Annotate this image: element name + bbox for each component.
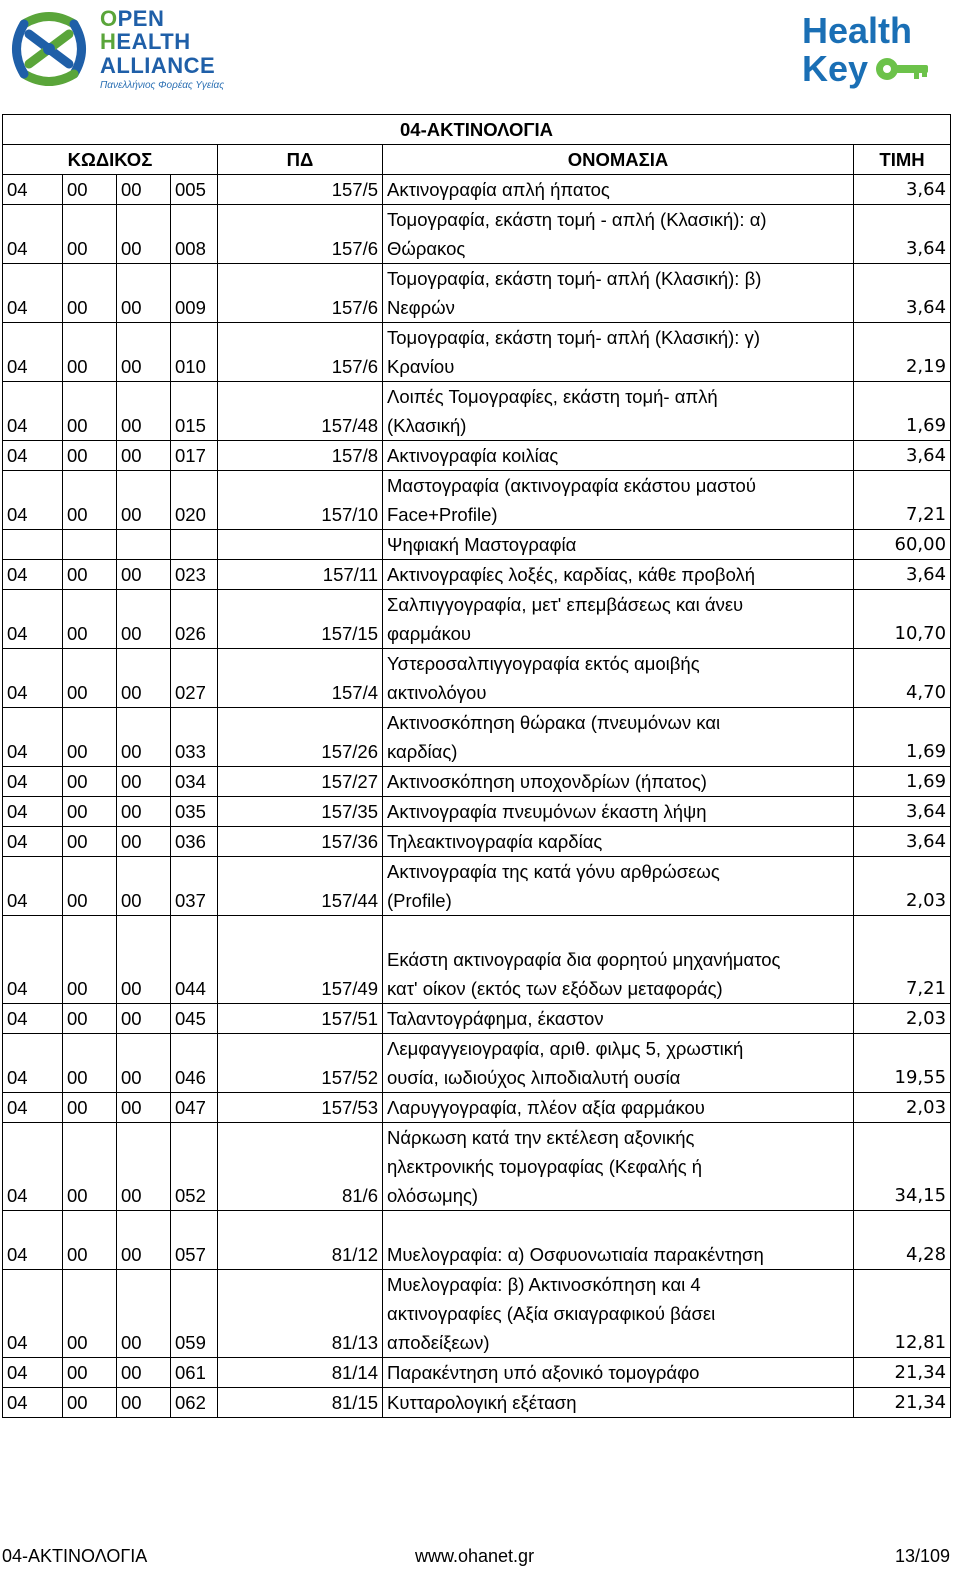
price-cell: 7,21 <box>854 471 951 530</box>
pd-cell: 157/6 <box>218 205 383 264</box>
price-cell: 2,03 <box>854 1093 951 1123</box>
code-part3: 00 <box>117 175 171 205</box>
oha-h: H <box>100 29 117 54</box>
code-part4: 057 <box>171 1211 218 1270</box>
price-cell: 1,69 <box>854 767 951 797</box>
code-part3: 00 <box>117 1004 171 1034</box>
code-part2: 00 <box>63 1388 117 1418</box>
code-part2: 00 <box>63 382 117 441</box>
code-part1: 04 <box>3 916 63 1004</box>
code-part4: 023 <box>171 560 218 590</box>
code-part4: 061 <box>171 1358 218 1388</box>
code-part4: 008 <box>171 205 218 264</box>
health-key-logo <box>802 12 952 102</box>
name-cell: Τομογραφία, εκάστη τομή - απλή (Κλασική): α) Θώρακος <box>383 205 854 264</box>
pd-cell: 157/10 <box>218 471 383 530</box>
code-part2: 00 <box>63 708 117 767</box>
table-title: 04-ΑΚΤΙΝΟΛΟΓΙΑ <box>3 115 951 145</box>
name-cell: Σαλπιγγογραφία, μετ' επεμβάσεως και άνευ φαρμάκου <box>383 590 854 649</box>
pd-cell: 157/11 <box>218 560 383 590</box>
price-cell: 3,64 <box>854 827 951 857</box>
code-part4: 009 <box>171 264 218 323</box>
table-row <box>3 323 951 382</box>
name-cell: Παρακέντηση υπό αξονικό τομογράφο <box>383 1358 854 1388</box>
code-part4: 036 <box>171 827 218 857</box>
pd-cell: 157/52 <box>218 1034 383 1093</box>
name-cell: Εκάστη ακτινογραφία δια φορητού μηχανήματος κατ' οίκον (εκτός των εξόδων μεταφοράς) <box>383 916 854 1004</box>
oha-subtitle: Πανελλήνιος Φορέας Υγείας <box>100 80 225 91</box>
name-cell: Λοιπές Τομογραφίες, εκάστη τομή- απλή (Κλασική) <box>383 382 854 441</box>
code-part1: 04 <box>3 708 63 767</box>
oha-alliance: ALLIANCE <box>100 53 216 78</box>
table-row <box>3 649 951 708</box>
code-part4: 015 <box>171 382 218 441</box>
table-row <box>3 708 951 767</box>
code-part3: 00 <box>117 1123 171 1211</box>
pd-cell: 157/51 <box>218 1004 383 1034</box>
code-part2: 00 <box>63 857 117 916</box>
pd-cell: 157/6 <box>218 323 383 382</box>
name-cell: Ψηφιακή Μαστογραφία <box>383 530 854 560</box>
price-cell: 2,03 <box>854 857 951 916</box>
code-part3 <box>117 530 171 560</box>
table-row <box>3 471 951 530</box>
code-part3: 00 <box>117 382 171 441</box>
code-part3: 00 <box>117 827 171 857</box>
name-cell: Ακτινοσκόπηση υποχονδρίων (ήπατος) <box>383 767 854 797</box>
name-cell: Μυελογραφία: α) Οσφυονωτιαία παρακέντηση <box>383 1211 854 1270</box>
code-part4: 005 <box>171 175 218 205</box>
name-cell: Λεμφαγγειογραφία, αριθ. φιλμς 5, χρωστική ουσία, ιωδιούχος λιποδιαλυτή ουσία <box>383 1034 854 1093</box>
code-part2: 00 <box>63 1093 117 1123</box>
price-cell: 10,70 <box>854 590 951 649</box>
code-part4: 026 <box>171 590 218 649</box>
column-header-pd: ΠΔ <box>218 145 383 175</box>
pd-cell: 157/6 <box>218 264 383 323</box>
pd-cell: 157/53 <box>218 1093 383 1123</box>
code-part1: 04 <box>3 1388 63 1418</box>
code-part3: 00 <box>117 1093 171 1123</box>
name-cell: Ακτινογραφία της κατά γόνυ αρθρώσεως (Profile) <box>383 857 854 916</box>
code-part2: 00 <box>63 175 117 205</box>
table-row <box>3 827 951 857</box>
code-part2: 00 <box>63 560 117 590</box>
code-part3: 00 <box>117 590 171 649</box>
code-part1: 04 <box>3 382 63 441</box>
code-part4: 033 <box>171 708 218 767</box>
pd-cell: 157/27 <box>218 767 383 797</box>
code-part1: 04 <box>3 590 63 649</box>
code-part3: 00 <box>117 1358 171 1388</box>
table-row <box>3 530 951 560</box>
price-cell: 7,21 <box>854 916 951 1004</box>
table-row <box>3 264 951 323</box>
code-part3: 00 <box>117 205 171 264</box>
code-part4: 052 <box>171 1123 218 1211</box>
table-row <box>3 441 951 471</box>
name-cell: Ακτινογραφία κοιλίας <box>383 441 854 471</box>
oha-ealth: EALTH <box>116 29 191 54</box>
code-part2: 00 <box>63 827 117 857</box>
footer-page-number: 13/109 <box>894 1546 950 1566</box>
code-part4: 062 <box>171 1388 218 1418</box>
code-part1: 04 <box>3 649 63 708</box>
code-part2: 00 <box>63 590 117 649</box>
code-part2: 00 <box>63 1034 117 1093</box>
code-part1: 04 <box>3 827 63 857</box>
name-cell: Μυελογραφία: β) Ακτινοσκόπηση και 4 ακτινογραφίες (Αξία σκιαγραφικού βάσει αποδείξεων) <box>383 1270 854 1358</box>
name-cell: Λαρυγγογραφία, πλέον αξία φαρμάκου <box>383 1093 854 1123</box>
code-part3: 00 <box>117 323 171 382</box>
name-cell: Τομογραφία, εκάστη τομή- απλή (Κλασική): β) Νεφρών <box>383 264 854 323</box>
pd-cell: 81/12 <box>218 1211 383 1270</box>
code-part2: 00 <box>63 767 117 797</box>
name-cell: Νάρκωση κατά την εκτέλεση αξονικής ηλεκτρονικής τομογραφίας (Κεφαλής ή ολόσωμης) <box>383 1123 854 1211</box>
code-part4: 046 <box>171 1034 218 1093</box>
column-header-name: ΟΝΟΜΑΣΙΑ <box>383 145 854 175</box>
code-part3: 00 <box>117 1211 171 1270</box>
code-part4: 047 <box>171 1093 218 1123</box>
name-cell: Ακτινογραφία πνευμόνων έκαστη λήψη <box>383 797 854 827</box>
code-part1: 04 <box>3 323 63 382</box>
code-part3: 00 <box>117 1270 171 1358</box>
footer-website: www.ohanet.gr <box>415 1546 535 1566</box>
price-cell: 3,64 <box>854 264 951 323</box>
pd-cell <box>218 530 383 560</box>
code-part1: 04 <box>3 471 63 530</box>
column-header-code: ΚΩΔΙΚΟΣ <box>3 145 218 175</box>
oha-pen: PEN <box>117 6 165 31</box>
code-part2: 00 <box>63 916 117 1004</box>
code-part3: 00 <box>117 797 171 827</box>
code-part4: 017 <box>171 441 218 471</box>
pd-cell: 157/36 <box>218 827 383 857</box>
price-cell: 21,34 <box>854 1388 951 1418</box>
code-part4: 027 <box>171 649 218 708</box>
pd-cell: 157/48 <box>218 382 383 441</box>
price-cell: 19,55 <box>854 1034 951 1093</box>
pd-cell: 81/15 <box>218 1388 383 1418</box>
name-cell: Ακτινογραφία απλή ήπατος <box>383 175 854 205</box>
code-part4 <box>171 530 218 560</box>
code-part3: 00 <box>117 264 171 323</box>
table-row <box>3 857 951 916</box>
code-part2: 00 <box>63 797 117 827</box>
price-cell: 1,69 <box>854 708 951 767</box>
name-cell: Κυτταρολογική εξέταση <box>383 1388 854 1418</box>
price-cell: 4,70 <box>854 649 951 708</box>
code-part3: 00 <box>117 767 171 797</box>
oha-knot-icon <box>4 4 94 94</box>
code-part2: 00 <box>63 441 117 471</box>
code-part4: 010 <box>171 323 218 382</box>
code-part3: 00 <box>117 471 171 530</box>
key-icon <box>874 54 930 84</box>
table-row <box>3 916 951 1004</box>
table-row <box>3 175 951 205</box>
health-key-line2: Key <box>802 48 869 89</box>
price-cell: 4,28 <box>854 1211 951 1270</box>
code-part4: 045 <box>171 1004 218 1034</box>
table-row <box>3 1093 951 1123</box>
code-part3: 00 <box>117 1388 171 1418</box>
pd-cell: 157/49 <box>218 916 383 1004</box>
pd-cell: 157/4 <box>218 649 383 708</box>
code-part4: 035 <box>171 797 218 827</box>
code-part2: 00 <box>63 1211 117 1270</box>
code-part4: 037 <box>171 857 218 916</box>
code-part1 <box>3 530 63 560</box>
pd-cell: 157/15 <box>218 590 383 649</box>
pd-cell: 81/14 <box>218 1358 383 1388</box>
code-part1: 04 <box>3 1211 63 1270</box>
open-health-alliance-logo <box>0 0 240 100</box>
code-part3: 00 <box>117 1034 171 1093</box>
table-row <box>3 1034 951 1093</box>
table-row <box>3 590 951 649</box>
code-part3: 00 <box>117 916 171 1004</box>
pd-cell: 157/5 <box>218 175 383 205</box>
code-part1: 04 <box>3 264 63 323</box>
code-part2: 00 <box>63 1270 117 1358</box>
table-row <box>3 382 951 441</box>
code-part1: 04 <box>3 1004 63 1034</box>
table-row <box>3 1358 951 1388</box>
name-cell: Ταλαντογράφημα, έκαστον <box>383 1004 854 1034</box>
pd-cell: 157/26 <box>218 708 383 767</box>
code-part1: 04 <box>3 441 63 471</box>
code-part1: 04 <box>3 767 63 797</box>
table-row <box>3 1123 951 1211</box>
table-row <box>3 767 951 797</box>
table-row <box>3 1270 951 1358</box>
code-part2: 00 <box>63 1123 117 1211</box>
code-part2 <box>63 530 117 560</box>
price-cell: 60,00 <box>854 530 951 560</box>
column-header-price: ΤΙΜΗ <box>854 145 951 175</box>
pd-cell: 81/13 <box>218 1270 383 1358</box>
name-cell: Ακτινογραφίες λοξές, καρδίας, κάθε προβολή <box>383 560 854 590</box>
code-part2: 00 <box>63 323 117 382</box>
table-row <box>3 1211 951 1270</box>
name-cell: Ακτινοσκόπηση θώρακα (πνευμόνων και καρδίας) <box>383 708 854 767</box>
price-cell: 3,64 <box>854 175 951 205</box>
footer-section: 04-ΑΚΤΙΝΟΛΟΓΙΑ <box>2 1546 148 1566</box>
code-part4: 059 <box>171 1270 218 1358</box>
code-part3: 00 <box>117 649 171 708</box>
code-part2: 00 <box>63 471 117 530</box>
name-cell: Υστεροσαλπιγγογραφία εκτός αμοιβής ακτινολόγου <box>383 649 854 708</box>
name-cell: Μαστογραφία (ακτινογραφία εκάστου μαστού Face+Profile) <box>383 471 854 530</box>
code-part2: 00 <box>63 1004 117 1034</box>
price-cell: 3,64 <box>854 797 951 827</box>
pd-cell: 81/6 <box>218 1123 383 1211</box>
code-part2: 00 <box>63 205 117 264</box>
code-part3: 00 <box>117 857 171 916</box>
table-row <box>3 797 951 827</box>
health-key-line1: Health <box>802 10 913 51</box>
price-cell: 2,03 <box>854 1004 951 1034</box>
code-part2: 00 <box>63 264 117 323</box>
price-cell: 1,69 <box>854 382 951 441</box>
table-title-row <box>3 115 951 145</box>
pd-cell: 157/35 <box>218 797 383 827</box>
pd-cell: 157/44 <box>218 857 383 916</box>
table-row <box>3 560 951 590</box>
price-cell: 12,81 <box>854 1270 951 1358</box>
oha-o: O <box>100 6 118 31</box>
table-row <box>3 1388 951 1418</box>
code-part3: 00 <box>117 560 171 590</box>
code-part2: 00 <box>63 1358 117 1388</box>
price-cell: 34,15 <box>854 1123 951 1211</box>
table-row <box>3 1004 951 1034</box>
code-part3: 00 <box>117 708 171 767</box>
code-part1: 04 <box>3 1358 63 1388</box>
name-cell: Τηλεακτινογραφία καρδίας <box>383 827 854 857</box>
code-part1: 04 <box>3 1093 63 1123</box>
code-part4: 034 <box>171 767 218 797</box>
price-cell: 3,64 <box>854 560 951 590</box>
price-cell: 3,64 <box>854 441 951 471</box>
code-part1: 04 <box>3 205 63 264</box>
code-part1: 04 <box>3 560 63 590</box>
code-part3: 00 <box>117 441 171 471</box>
table-header-row <box>3 145 951 175</box>
code-part4: 020 <box>171 471 218 530</box>
code-part1: 04 <box>3 857 63 916</box>
code-part1: 04 <box>3 175 63 205</box>
code-part1: 04 <box>3 1123 63 1211</box>
price-cell: 21,34 <box>854 1358 951 1388</box>
name-cell: Τομογραφία, εκάστη τομή- απλή (Κλασική): γ) Κρανίου <box>383 323 854 382</box>
price-cell: 3,64 <box>854 205 951 264</box>
table-row <box>3 205 951 264</box>
code-part1: 04 <box>3 1270 63 1358</box>
code-part2: 00 <box>63 649 117 708</box>
code-part4: 044 <box>171 916 218 1004</box>
code-part1: 04 <box>3 1034 63 1093</box>
price-cell: 2,19 <box>854 323 951 382</box>
code-part1: 04 <box>3 797 63 827</box>
pd-cell: 157/8 <box>218 441 383 471</box>
price-table <box>2 114 951 1418</box>
